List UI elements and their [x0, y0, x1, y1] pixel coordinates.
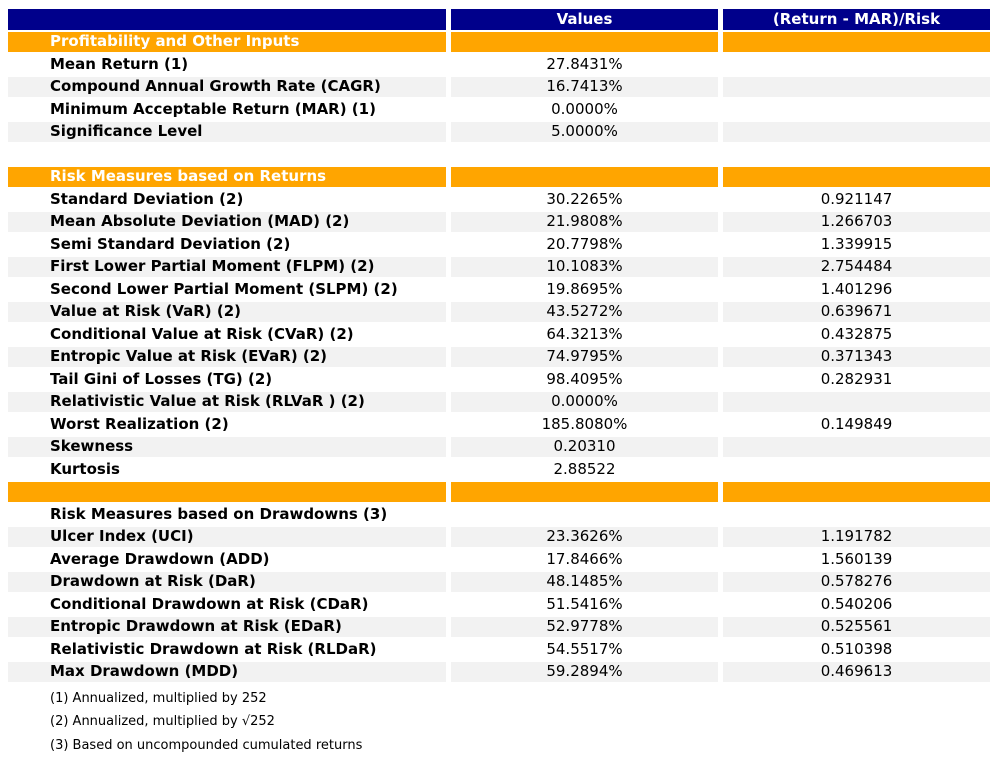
metric-value: 2.88522 — [553, 459, 616, 478]
metric-label: Worst Realization (2) — [50, 414, 229, 433]
metric-label: Average Drawdown (ADD) — [50, 549, 270, 568]
table-row — [8, 572, 990, 593]
metric-value: 0.0000% — [451, 392, 718, 413]
table-row — [8, 324, 990, 345]
table-row — [8, 617, 990, 638]
metric-label: Entropic Drawdown at Risk (EDaR) — [8, 617, 446, 638]
metric-ratio: 0.921147 — [820, 189, 893, 208]
table-row — [8, 99, 990, 120]
table-row — [8, 77, 990, 98]
metric-value: 52.9778% — [451, 617, 718, 638]
footnotes — [50, 687, 362, 757]
metric-ratio: 0.578276 — [723, 572, 990, 593]
metric-label: Semi Standard Deviation (2) — [50, 234, 291, 253]
metric-ratio: 2.754484 — [723, 257, 990, 278]
metric-value: 23.3626% — [451, 527, 718, 548]
metric-value — [451, 504, 718, 525]
metric-value: 74.9795% — [451, 347, 718, 368]
section-ratio-cell — [723, 482, 990, 503]
footnote-3: (3) Based on uncompounded cumulated returns — [50, 737, 363, 753]
metric-ratio: 0.432875 — [820, 324, 893, 343]
section-title: Profitability and Other Inputs — [8, 32, 446, 53]
table-row — [8, 437, 990, 458]
metric-ratio: 0.371343 — [723, 347, 990, 368]
metric-label: Ulcer Index (UCI) — [8, 527, 446, 548]
table-row — [8, 392, 990, 413]
section-header-row — [8, 32, 990, 53]
table-row — [8, 122, 990, 143]
metric-label: Skewness — [8, 437, 446, 458]
metric-ratio — [723, 504, 990, 525]
metric-label: Entropic Value at Risk (EVaR) (2) — [8, 347, 446, 368]
table-row — [8, 594, 990, 615]
section-title: Risk Measures based on Returns — [8, 167, 446, 188]
table-row — [8, 302, 990, 323]
section-divider-row — [8, 482, 990, 503]
column-header-values: Values — [451, 9, 718, 30]
footnote-2: (2) Annualized, multiplied by √252 — [50, 714, 275, 730]
metric-label: Relativistic Drawdown at Risk (RLDaR) — [50, 639, 377, 658]
metric-value: 17.8466% — [546, 549, 623, 568]
table-row — [8, 549, 990, 570]
metric-ratio: 0.149849 — [820, 414, 893, 433]
metric-value: 59.2894% — [451, 662, 718, 683]
subsection-header-row — [8, 504, 990, 525]
metric-label: Mean Absolute Deviation (MAD) (2) — [8, 212, 446, 233]
table-row — [8, 212, 990, 233]
section-title — [8, 482, 446, 503]
column-header-return-mar-risk: (Return - MAR)/Risk — [723, 9, 990, 30]
metric-label: Conditional Drawdown at Risk (CDaR) — [50, 594, 369, 613]
metric-value: 43.5272% — [451, 302, 718, 323]
metric-label: Relativistic Value at Risk (RLVaR ) (2) — [8, 392, 446, 413]
metric-ratio: 0.540206 — [820, 594, 893, 613]
metric-ratio: 1.560139 — [820, 549, 893, 568]
metric-ratio: 0.469613 — [723, 662, 990, 683]
metric-ratio: 1.401296 — [820, 279, 893, 298]
metric-ratio: 1.191782 — [723, 527, 990, 548]
section-ratio-cell — [723, 167, 990, 188]
metric-ratio — [723, 459, 990, 480]
metric-label: Second Lower Partial Moment (SLPM) (2) — [50, 279, 398, 298]
metric-label: Standard Deviation (2) — [50, 189, 244, 208]
metric-ratio: 1.266703 — [723, 212, 990, 233]
footnote-1: (1) Annualized, multiplied by 252 — [50, 691, 267, 707]
metric-ratio: 1.339915 — [820, 234, 893, 253]
table-row — [8, 189, 990, 210]
table-row — [8, 414, 990, 435]
metric-ratio: 0.525561 — [723, 617, 990, 638]
metric-value: 5.0000% — [451, 122, 718, 143]
metric-value: 0.20310 — [451, 437, 718, 458]
metric-value: 10.1083% — [451, 257, 718, 278]
metric-ratio — [723, 99, 990, 120]
metric-ratio — [723, 77, 990, 98]
metric-value: 20.7798% — [546, 234, 623, 253]
metric-value: 0.0000% — [551, 99, 618, 118]
table-row — [8, 662, 990, 683]
table-header-row — [8, 9, 990, 30]
table-body — [8, 32, 990, 683]
section-values-cell — [451, 482, 718, 503]
metric-label: Tail Gini of Losses (TG) (2) — [50, 369, 273, 388]
metric-value: 64.3213% — [546, 324, 623, 343]
metric-label: Compound Annual Growth Rate (CAGR) — [8, 77, 446, 98]
metric-ratio: 0.282931 — [820, 369, 893, 388]
metric-value: 54.5517% — [546, 639, 623, 658]
table-row — [8, 347, 990, 368]
metric-value: 21.9808% — [451, 212, 718, 233]
section-ratio-cell — [723, 32, 990, 53]
metric-value: 185.8080% — [541, 414, 628, 433]
table-row — [8, 279, 990, 300]
metric-ratio: 0.639671 — [723, 302, 990, 323]
metric-ratio: 0.510398 — [820, 639, 893, 658]
metric-label: Max Drawdown (MDD) — [8, 662, 446, 683]
metric-label: Drawdown at Risk (DaR) — [8, 572, 446, 593]
table-row — [8, 54, 990, 75]
table-row — [8, 527, 990, 548]
table-row — [8, 234, 990, 255]
metric-label: Kurtosis — [50, 459, 120, 478]
metric-value: 30.2265% — [546, 189, 623, 208]
metric-value: 48.1485% — [451, 572, 718, 593]
metric-label: Risk Measures based on Drawdowns (3) — [50, 504, 388, 523]
metric-label: Mean Return (1) — [50, 54, 189, 73]
metric-label: Significance Level — [8, 122, 446, 143]
table-row — [8, 459, 990, 480]
metric-ratio — [723, 437, 990, 458]
metric-value: 19.8695% — [546, 279, 623, 298]
section-values-cell — [451, 32, 718, 53]
risk-measures-table — [8, 9, 990, 684]
section-header-row — [8, 167, 990, 188]
table-row — [8, 257, 990, 278]
metric-value: 51.5416% — [546, 594, 623, 613]
metric-label: First Lower Partial Moment (FLPM) (2) — [8, 257, 446, 278]
metric-label: Conditional Value at Risk (CVaR) (2) — [50, 324, 354, 343]
metric-ratio — [723, 54, 990, 75]
metric-value: 98.4095% — [546, 369, 623, 388]
metric-ratio — [723, 392, 990, 413]
metric-ratio — [723, 122, 990, 143]
section-values-cell — [451, 167, 718, 188]
column-header-metric — [8, 9, 446, 30]
spacer-row — [8, 144, 990, 165]
metric-value: 16.7413% — [451, 77, 718, 98]
metric-value: 27.8431% — [546, 54, 623, 73]
table-row — [8, 369, 990, 390]
table-row — [8, 639, 990, 660]
metric-label: Value at Risk (VaR) (2) — [8, 302, 446, 323]
metric-label: Minimum Acceptable Return (MAR) (1) — [50, 99, 376, 118]
